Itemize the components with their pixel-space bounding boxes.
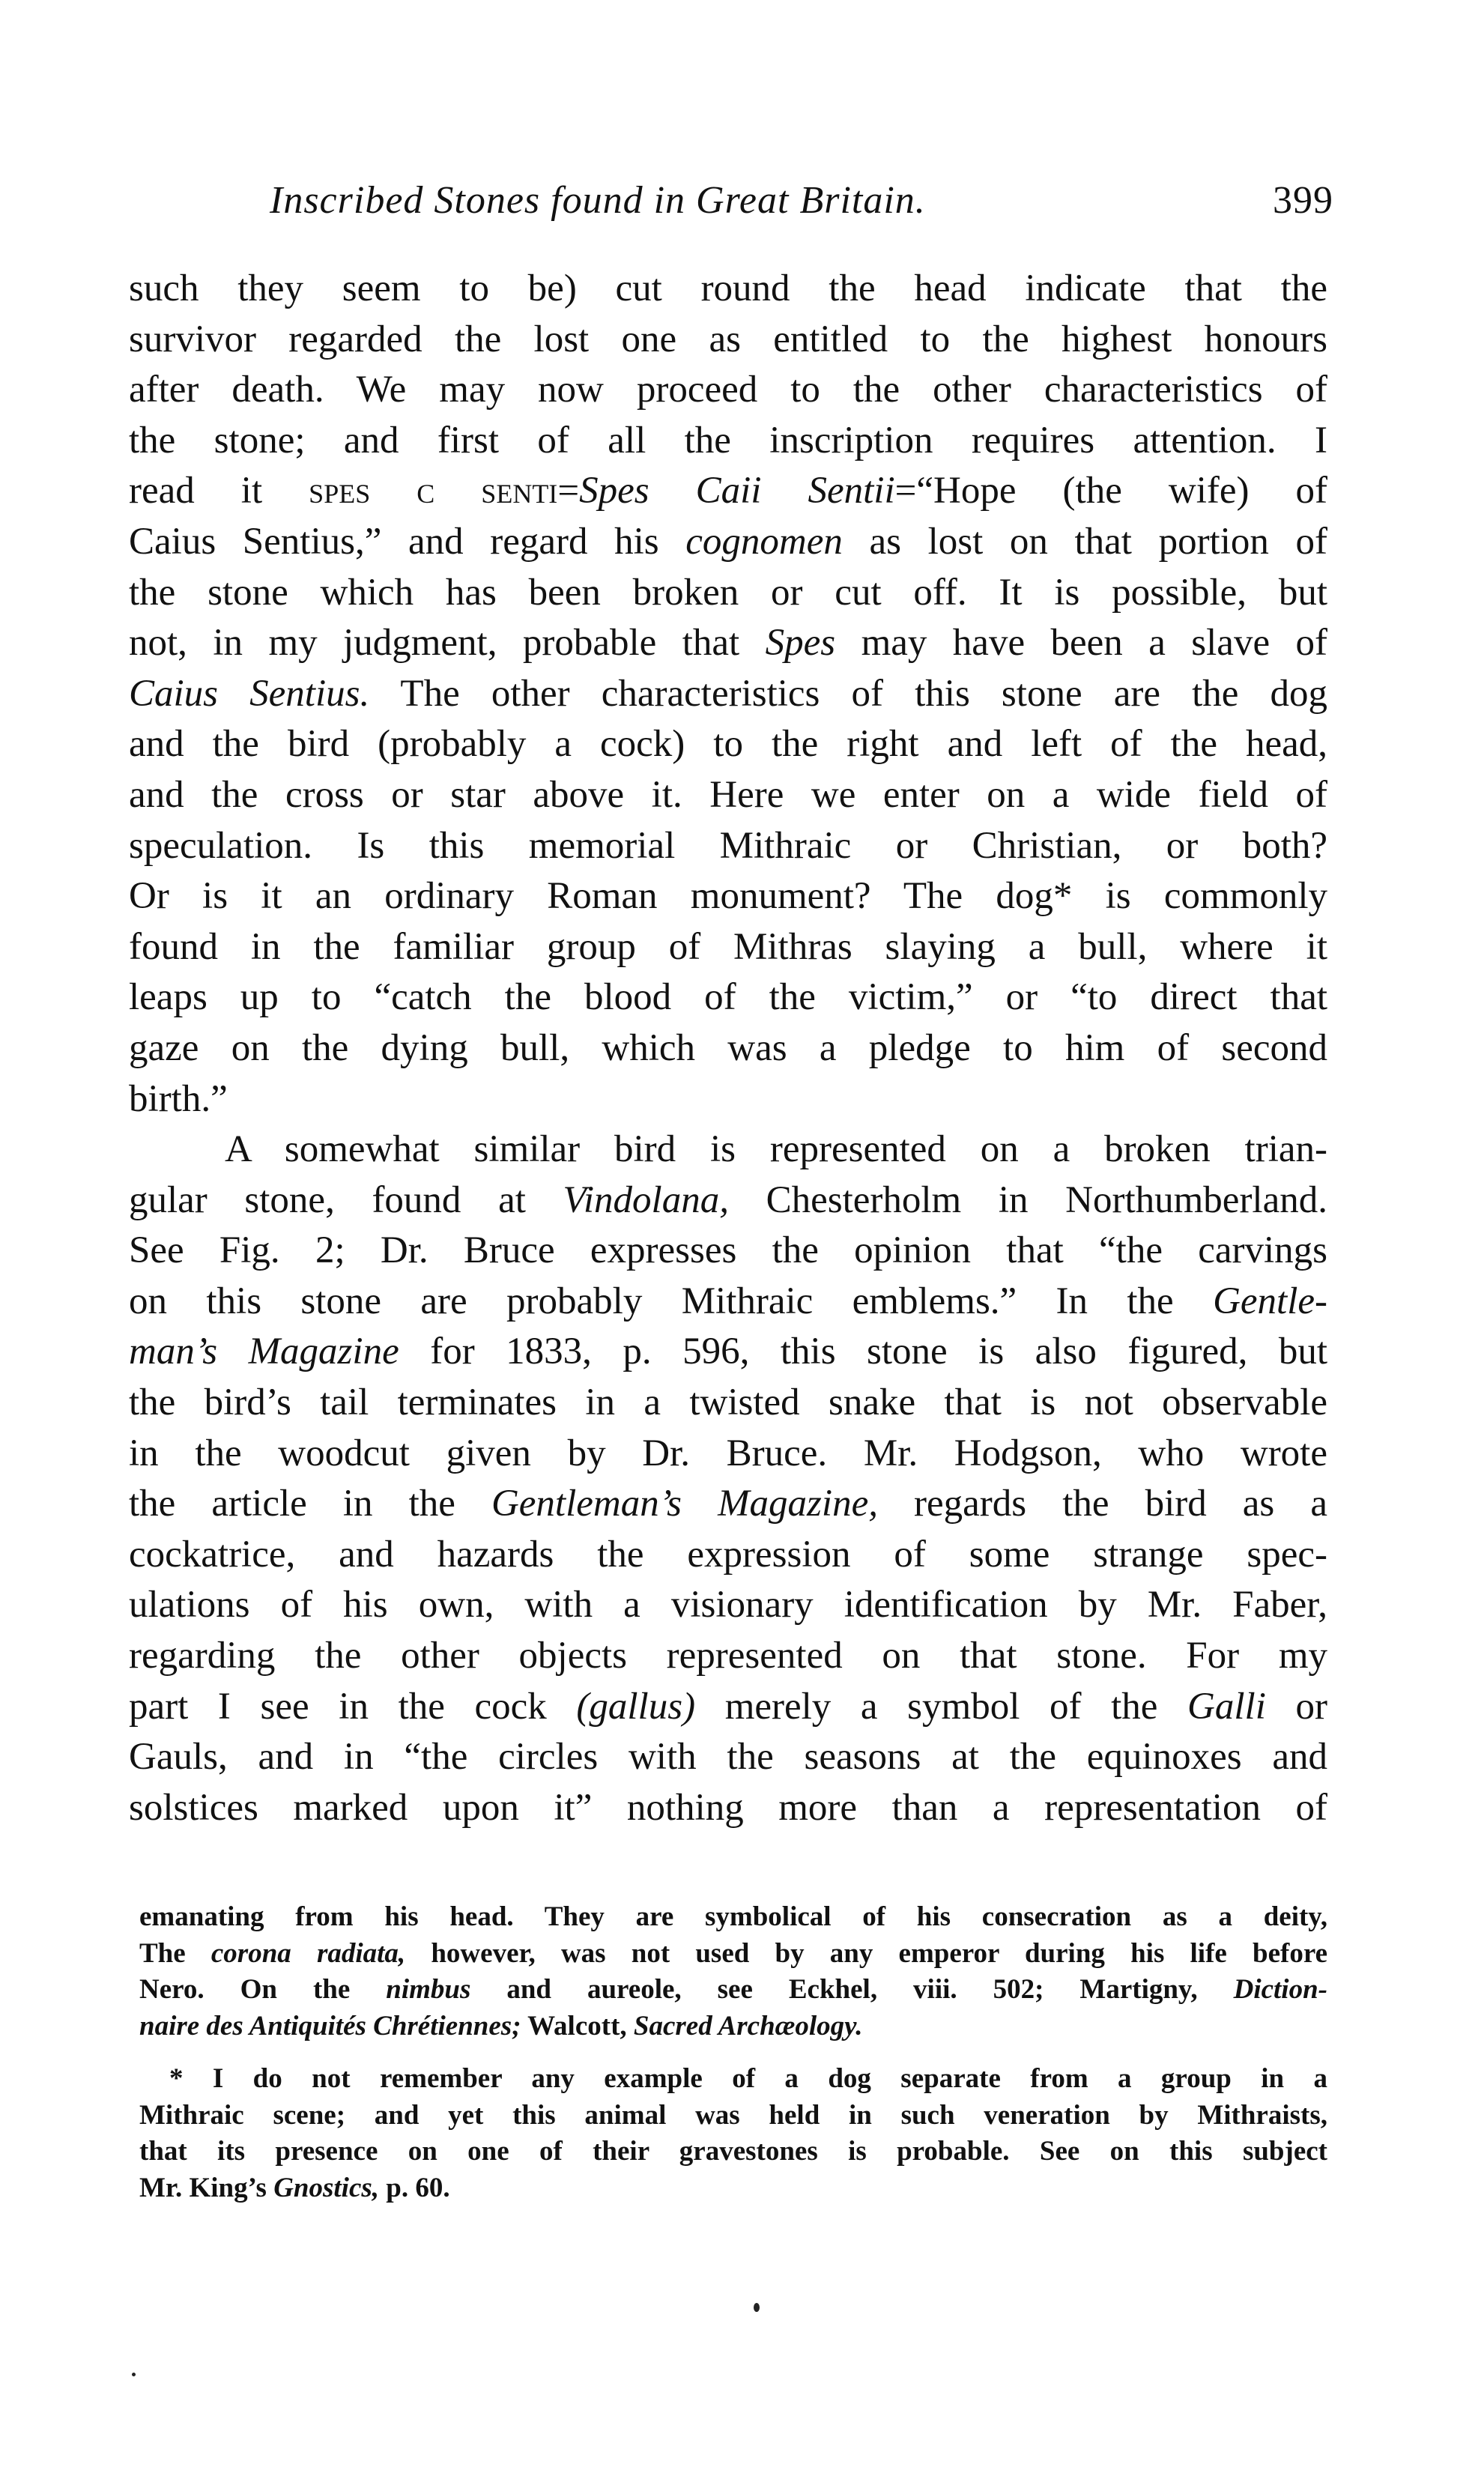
- text-line: leaps up to “catch the blood of the victim,” or “to direct that: [129, 976, 1327, 1019]
- text-line: found in the familiar group of Mithras slaying a bull, where it: [129, 925, 1327, 968]
- footnote-line: Mithraic scene; and yet this animal was held in such veneration by Mithraists,: [139, 2099, 1327, 2131]
- italic-text: man’s Magazine: [129, 1331, 399, 1373]
- text-line: and the bird (probably a cock) to the right and left of the head,: [129, 723, 1327, 766]
- text-line: gaze on the dying bull, which was a pledge to him of second: [129, 1026, 1327, 1069]
- text-run: not, in my judgment, probable that: [129, 622, 766, 665]
- text-run: however, was not used by any emperor during his life before: [405, 1937, 1328, 1969]
- text-run: Caius Sentius,” and regard his: [129, 520, 686, 563]
- text-run: Mr. King’s: [139, 2172, 274, 2203]
- text-line: Or is it an ordinary Roman monument? The dog* is commonly: [129, 875, 1327, 918]
- text-run: Nero. On the: [139, 1974, 387, 2005]
- text-run: =: [557, 470, 580, 512]
- footnote-line: * I do not remember any example of a dog separate from a group in a: [169, 2063, 1327, 2094]
- footnote-line: that its presence on one of their gravestones is probable. See on this subject: [139, 2136, 1327, 2167]
- text-line: See Fig. 2; Dr. Bruce expresses the opinion that “the carvings: [129, 1229, 1327, 1272]
- text-run: for 1833, p. 596, this stone is also figured, but: [399, 1331, 1327, 1373]
- text-line: after death. We may now proceed to the other characteristics of: [129, 369, 1327, 411]
- text-line: speculation. Is this memorial Mithraic or Christian, or both?: [129, 824, 1327, 867]
- text-line: [129, 669, 1327, 720]
- footnote-line: emanating from his head. They are symbolical of his consecration as a deity,: [139, 1901, 1327, 1932]
- italic-text: cognomen: [685, 520, 843, 563]
- italic-text: Gentleman’s Magazine,: [491, 1483, 878, 1525]
- text-line: [129, 618, 1327, 669]
- text-run: as lost on that portion of: [842, 520, 1328, 563]
- footnote-line: [139, 2009, 1327, 2045]
- text-line: regarding the other objects represented on that stone. For my: [129, 1635, 1327, 1677]
- italic-text: Galli: [1187, 1685, 1266, 1728]
- running-header: [270, 178, 1333, 238]
- text-run: The other characteristics of this stone are the dog: [369, 672, 1327, 715]
- text-line: the bird’s tail terminates in a twisted snake that is not observable: [129, 1381, 1327, 1424]
- text-line: cockatrice, and hazards the expression of some strange spec-: [129, 1533, 1327, 1576]
- text-line: such they seem to be) cut round the head indicate that the: [129, 267, 1327, 309]
- text-run: the article in the: [129, 1483, 491, 1525]
- paragraph-start: A somewhat similar bird is represented on a broken trian-: [225, 1128, 1327, 1171]
- footnote-line: [139, 2170, 1327, 2207]
- italic-text: Gentle-: [1213, 1280, 1327, 1322]
- page-number: 399: [1273, 179, 1333, 222]
- text-line: in the woodcut given by Dr. Bruce. Mr. Hodgson, who wrote: [129, 1432, 1327, 1474]
- italic-text: Sacred Archæology.: [633, 2010, 863, 2041]
- text-line: [129, 1479, 1327, 1530]
- text-line: the stone which has been broken or cut off. It is possible, but: [129, 571, 1327, 614]
- body-text: [129, 264, 1327, 1833]
- text-line: ulations of his own, with a visionary identification by Mr. Faber,: [129, 1584, 1327, 1626]
- footnotes: [139, 1899, 1327, 2206]
- italic-text: Gnostics,: [273, 2172, 380, 2203]
- text-run: gular stone, found at: [129, 1178, 563, 1221]
- footnote-line: [139, 1936, 1327, 1973]
- italic-text: Diction-: [1233, 1974, 1327, 2005]
- inscription-text: spes c senti: [309, 470, 558, 512]
- text-line: [129, 1277, 1327, 1328]
- italic-text: Caius Sentius.: [129, 672, 370, 715]
- text-run: The: [139, 1937, 211, 1969]
- running-title: Inscribed Stones found in Great Britain.: [270, 179, 926, 222]
- text-run: merely a symbol of the: [695, 1685, 1188, 1728]
- text-line: [129, 517, 1327, 568]
- italic-text: Spes Caii Sentii: [579, 470, 895, 512]
- text-run: may have been a slave of: [835, 622, 1327, 665]
- text-run: Chesterholm in Northumberland.: [728, 1178, 1327, 1221]
- text-line: Gauls, and in “the circles with the seasons at the equinoxes and: [129, 1736, 1327, 1779]
- text-run: part I see in the cock: [129, 1685, 577, 1728]
- text-line: solstices marked upon it” nothing more than a representation of: [129, 1786, 1327, 1829]
- italic-text: corona radiata,: [211, 1937, 406, 1969]
- text-run: read it: [129, 470, 309, 512]
- footnote-line: [139, 1972, 1327, 2009]
- text-line: birth.”: [129, 1077, 228, 1120]
- italic-text: (gallus): [576, 1685, 696, 1728]
- italic-text: naire des Antiquités Chrétiennes;: [139, 2010, 521, 2041]
- text-line: the stone; and first of all the inscription requires attention. I: [129, 419, 1327, 461]
- text-line: [129, 1327, 1327, 1378]
- italic-text: Vindolana,: [563, 1178, 729, 1221]
- text-run: Walcott,: [521, 2010, 634, 2041]
- text-run: and aureole, see Eckhel, viii. 502; Martigny,: [470, 1974, 1234, 2005]
- text-line: survivor regarded the lost one as entitled to the highest honours: [129, 318, 1327, 360]
- text-run: regards the bird as a: [877, 1483, 1327, 1525]
- italic-text: nimbus: [386, 1974, 471, 2005]
- footnote-gap: [139, 2044, 1327, 2061]
- text-run: on this stone are probably Mithraic emblems.” In the: [129, 1280, 1214, 1322]
- text-line: [129, 1682, 1327, 1733]
- italic-text: Spes: [765, 622, 836, 665]
- text-line: and the cross or star above it. Here we enter on a wide field of: [129, 773, 1327, 816]
- print-speck: [132, 2373, 136, 2376]
- text-run: p. 60.: [379, 2172, 450, 2203]
- text-line: [129, 1175, 1327, 1226]
- text-run: or: [1265, 1685, 1328, 1728]
- text-line: [129, 466, 1327, 517]
- print-speck: [754, 2303, 760, 2312]
- text-run: =“Hope (the wife) of: [894, 470, 1327, 512]
